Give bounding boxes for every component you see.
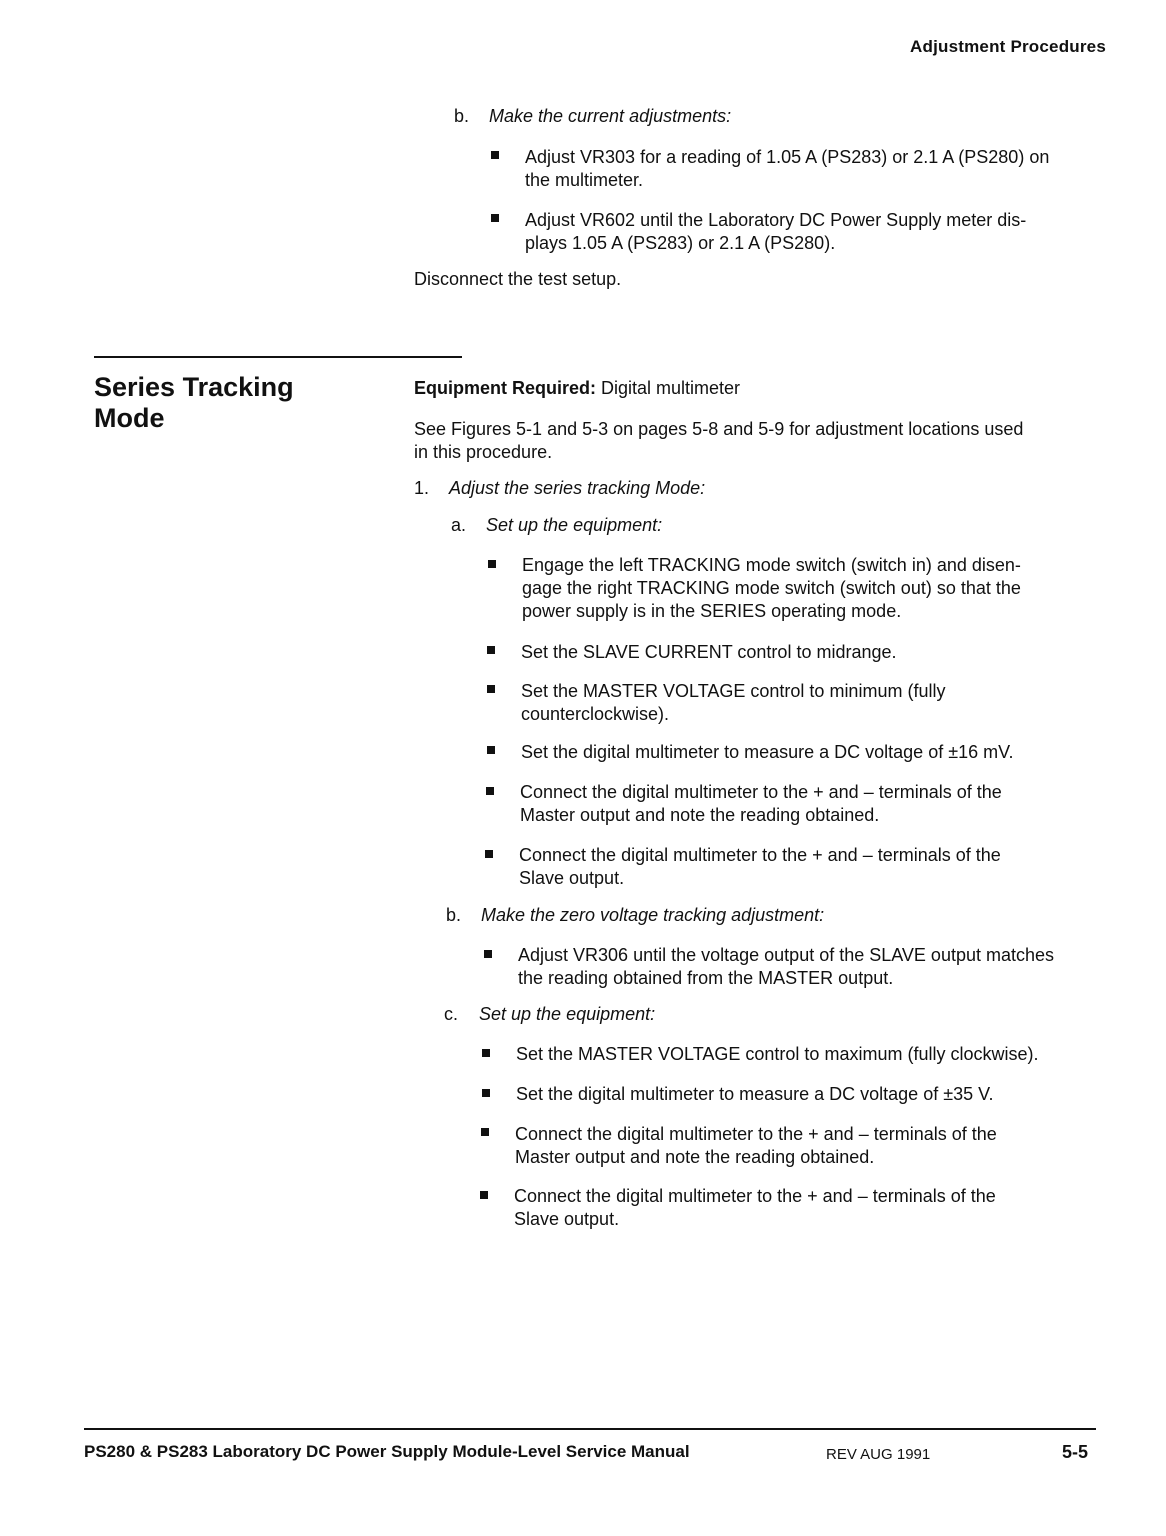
setup-bullet-5: Connect the digital multimeter to the + and – terminals of the Master output and note the reading obtained. [520, 782, 1002, 825]
setup-bullet-4: Set the digital multimeter to measure a DC voltage of ±16 mV. [521, 742, 1014, 762]
step-c-label: c. [444, 1004, 459, 1024]
step-a-heading: Set up the equipment: [486, 515, 663, 535]
current-bullet-1: Adjust VR303 for a reading of 1.05 A (PS283) or 2.1 A (PS280) on the multimeter. [525, 147, 1050, 190]
bullet-marker [488, 560, 496, 568]
footer-revision: REV AUG 1991 [826, 1446, 931, 1463]
setup-bullet-1: Engage the left TRACKING mode switch (switch in) and disen- gage the right TRACKING mode switch (switch out) so that the power supply is in the SERIES operating mode. [522, 555, 1021, 621]
bullet-marker [482, 1049, 490, 1057]
bullet-marker [491, 214, 499, 222]
bullet-marker [487, 685, 495, 693]
setup2-bullet-3: Connect the digital multimeter to the + and – terminals of the Master output and note the reading obtained. [515, 1124, 997, 1167]
bullet-marker [491, 151, 499, 159]
section-title: Series Tracking Mode [94, 372, 294, 433]
current-bullet-2: Adjust VR602 until the Laboratory DC Power Supply meter dis- plays 1.05 A (PS283) or 2.1 A (PS280). [525, 210, 1027, 253]
step-b-heading: Make the current adjustments: [489, 106, 732, 126]
setup-bullet-3: Set the MASTER VOLTAGE control to minimum (fully counterclockwise). [521, 681, 946, 724]
bullet-marker [487, 646, 495, 654]
step-1-number: 1. [414, 478, 430, 498]
bullet-marker [487, 746, 495, 754]
step-b-label: b. [454, 106, 470, 126]
bullet-marker [480, 1191, 488, 1199]
footer-page-number: 5-5 [1062, 1442, 1089, 1462]
disconnect-note: Disconnect the test setup. [414, 269, 622, 289]
step-b2-heading: Make the zero voltage tracking adjustment: [481, 905, 825, 925]
step-1-heading: Adjust the series tracking Mode: [449, 478, 706, 498]
equipment-required: Equipment Required: Digital multimeter [414, 378, 741, 398]
setup-bullet-6: Connect the digital multimeter to the + and – terminals of the Slave output. [519, 845, 1001, 888]
running-head: Adjustment Procedures [910, 37, 1106, 56]
bullet-marker [482, 1089, 490, 1097]
step-a-label: a. [451, 515, 467, 535]
setup2-bullet-2: Set the digital multimeter to measure a DC voltage of ±35 V. [516, 1084, 994, 1104]
bullet-marker [486, 787, 494, 795]
step-c-heading: Set up the equipment: [479, 1004, 656, 1024]
footer-rule [84, 1428, 1096, 1430]
tracking-bullet-1: Adjust VR306 until the voltage output of the SLAVE output matches the reading obtained from the MASTER output. [518, 945, 1055, 988]
bullet-marker [484, 950, 492, 958]
bullet-marker [481, 1128, 489, 1136]
setup2-bullet-4: Connect the digital multimeter to the + and – terminals of the Slave output. [514, 1186, 996, 1229]
see-figures-note: See Figures 5-1 and 5-3 on pages 5-8 and 5-9 for adjustment locations used in this procedure. [414, 419, 1024, 462]
footer-manual-title: PS280 & PS283 Laboratory DC Power Supply Module-Level Service Manual [84, 1442, 690, 1461]
setup-bullet-2: Set the SLAVE CURRENT control to midrange. [521, 642, 897, 662]
step-b2-label: b. [446, 905, 462, 925]
bullet-marker [485, 850, 493, 858]
setup2-bullet-1: Set the MASTER VOLTAGE control to maximum (fully clockwise). [516, 1044, 1039, 1064]
section-divider [94, 356, 462, 358]
